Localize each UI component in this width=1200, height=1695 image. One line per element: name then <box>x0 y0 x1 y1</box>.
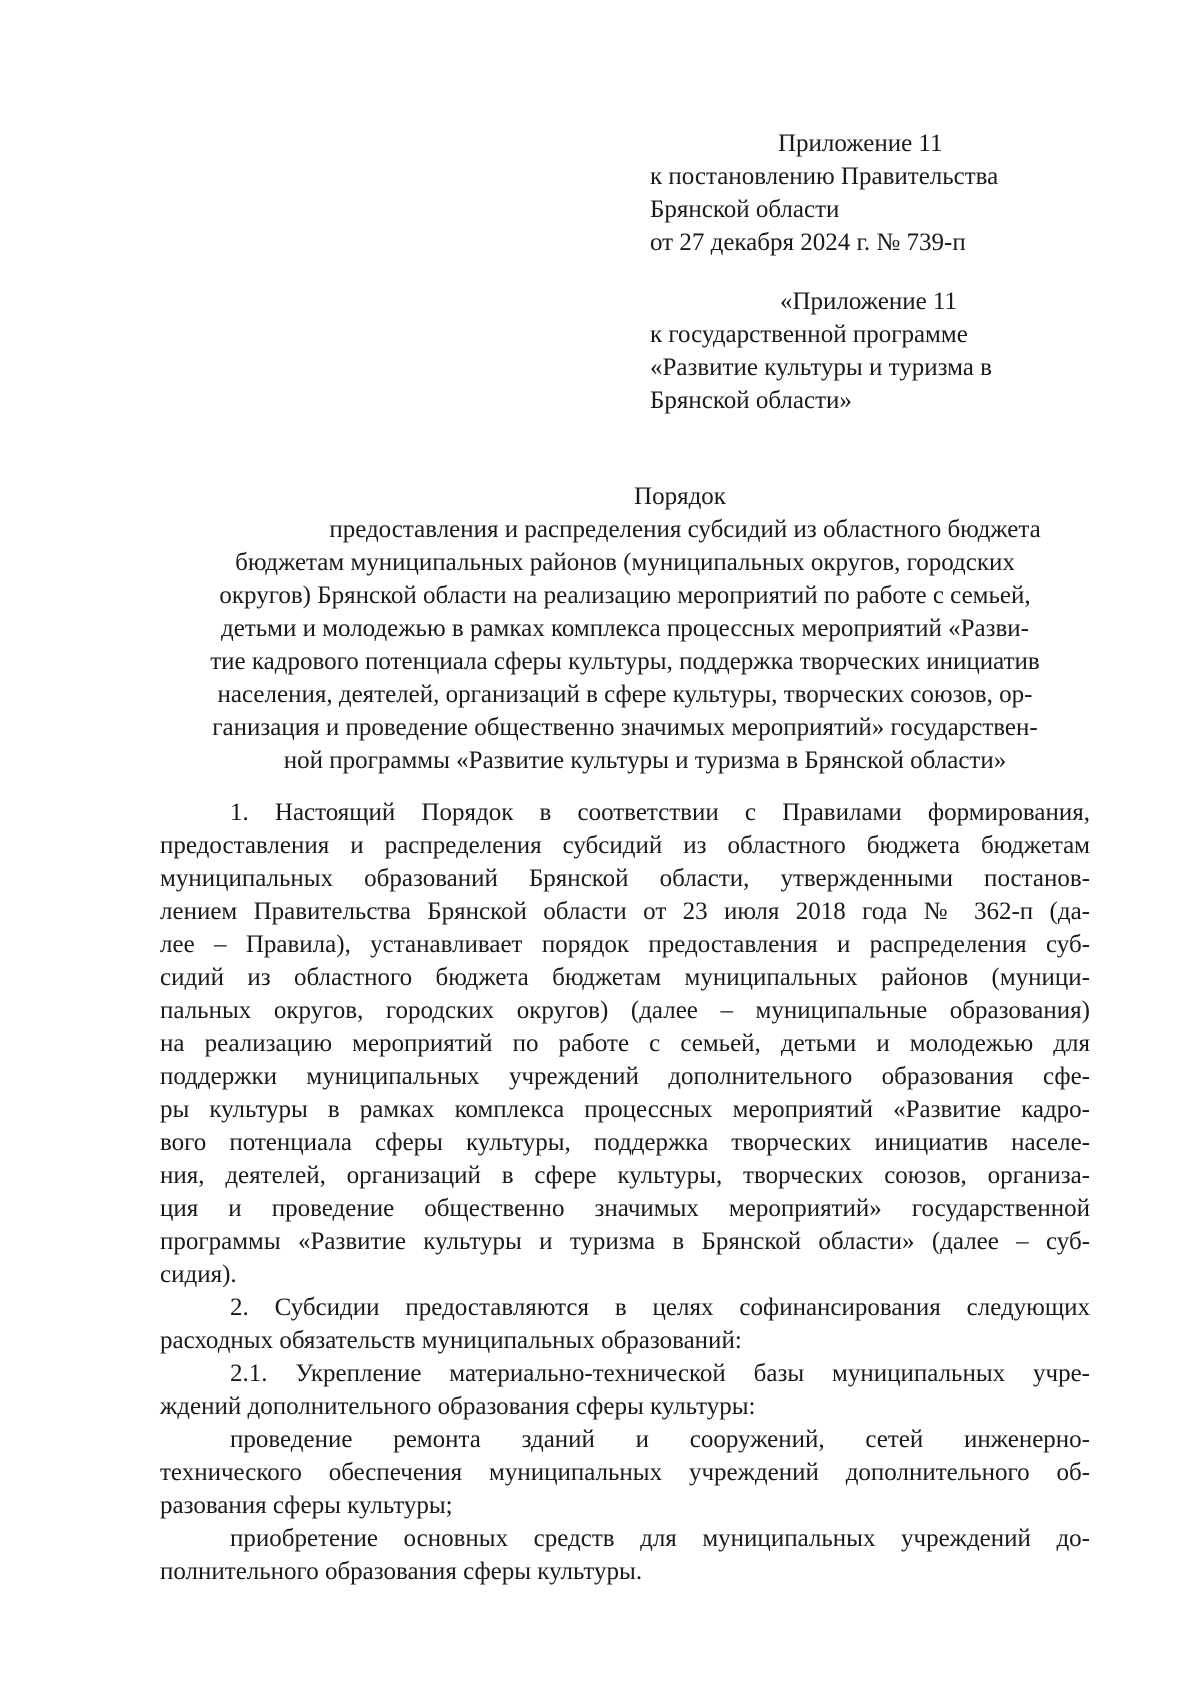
program-appendix-line: «Развитие культуры и туризма в <box>650 354 992 381</box>
program-appendix-line: к государственной программе <box>650 321 968 348</box>
title-line: ной программы «Развитие культуры и туризма в Брянской области» <box>283 747 1007 774</box>
paragraph-1-line: поддержки муниципальных учреждений дополнительного образования сфе- <box>160 1063 1090 1090</box>
program-appendix-line: Брянской области» <box>650 387 852 414</box>
paragraph-1-line: сидий из областного бюджета бюджетам муниципальных районов (муници- <box>160 964 1090 991</box>
item-assets-line: полнительного образования сферы культуры. <box>160 1558 643 1585</box>
paragraph-2-1-line: ждений дополнительного образования сферы культуры: <box>160 1393 756 1420</box>
paragraph-1-line: вого потенциала сферы культуры, поддержка творческих инициатив населе- <box>160 1129 1090 1156</box>
item-assets-line: приобретение основных средств для муниципальных учреждений до- <box>230 1525 1090 1552</box>
program-appendix-header <box>650 285 1170 417</box>
paragraph-1-line: лее – Правила), устанавливает порядок предоставления и распределения суб- <box>160 931 1090 958</box>
paragraph-1-line: ния, деятелей, организаций в сфере культуры, творческих союзов, организа- <box>160 1162 1090 1189</box>
paragraph-1-line: ры культуры в рамках комплекса процессных мероприятий «Развитие кадро- <box>160 1096 1090 1123</box>
paragraph-2-line: 2. Субсидии предоставляются в целях софинансирования следующих <box>230 1294 1090 1321</box>
paragraph-1-line: лением Правительства Брянской области от 23 июля 2018 года № 362-п (да- <box>160 898 1090 925</box>
title-line: детьми и молодежью в рамках комплекса процессных мероприятий «Разви- <box>221 615 1029 642</box>
paragraph-1-line: программы «Развитие культуры и туризма в Брянской области» (далее – суб- <box>160 1228 1090 1255</box>
item-repair-line: технического обеспечения муниципальных учреждений дополнительного об- <box>160 1459 1090 1486</box>
appendix-ref-line: к постановлению Правительства <box>650 163 999 190</box>
paragraph-1-line: ция и проведение общественно значимых мероприятий» государственной <box>160 1195 1090 1222</box>
title-line: предоставления и распределения субсидий из областного бюджета <box>329 516 1041 543</box>
appendix-ref-line: Брянской области <box>650 196 840 223</box>
paragraph-1-line: на реализацию мероприятий по работе с семьей, детьми и молодежью для <box>160 1030 1090 1057</box>
paragraph-1-line: сидия). <box>160 1261 237 1288</box>
title-line: тие кадрового потенциала сферы культуры, поддержка творческих инициатив <box>210 648 1040 675</box>
document-body <box>160 796 1090 1588</box>
appendix-date-number: от 27 декабря 2024 г. № 739-п <box>650 229 966 256</box>
title-line: бюджетам муниципальных районов (муниципальных округов, городских <box>235 549 1015 576</box>
paragraph-2-line: расходных обязательств муниципальных образований: <box>160 1327 742 1354</box>
title-heading: Порядок <box>634 483 726 510</box>
paragraph-2-1-line: 2.1. Укрепление материально-технической базы муниципальных учре- <box>230 1360 1090 1387</box>
title-line: населения, деятелей, организаций в сфере культуры, творческих союзов, ор- <box>217 681 1033 708</box>
program-appendix-number: «Приложение 11 <box>780 288 958 315</box>
document-title <box>160 480 1090 777</box>
paragraph-1-line: муниципальных образований Брянской области, утвержденными постанов- <box>160 865 1090 892</box>
item-repair-line: разования сферы культуры; <box>160 1492 453 1519</box>
item-repair-line: проведение ремонта зданий и сооружений, сетей инженерно- <box>230 1426 1090 1453</box>
paragraph-1-line: пальных округов, городских округов) (далее – муниципальные образования) <box>160 997 1090 1024</box>
paragraph-1-line: предоставления и распределения субсидий из областного бюджета бюджетам <box>160 832 1090 859</box>
paragraph-1-line: 1. Настоящий Порядок в соответствии с Правилами формирования, <box>230 799 1090 826</box>
appendix-number: Приложение 11 <box>778 130 943 157</box>
title-line: ганизация и проведение общественно значимых мероприятий» государствен- <box>212 714 1038 741</box>
title-line: округов) Брянской области на реализацию мероприятий по работе с семьей, <box>219 582 1031 609</box>
appendix-header <box>650 127 1170 259</box>
